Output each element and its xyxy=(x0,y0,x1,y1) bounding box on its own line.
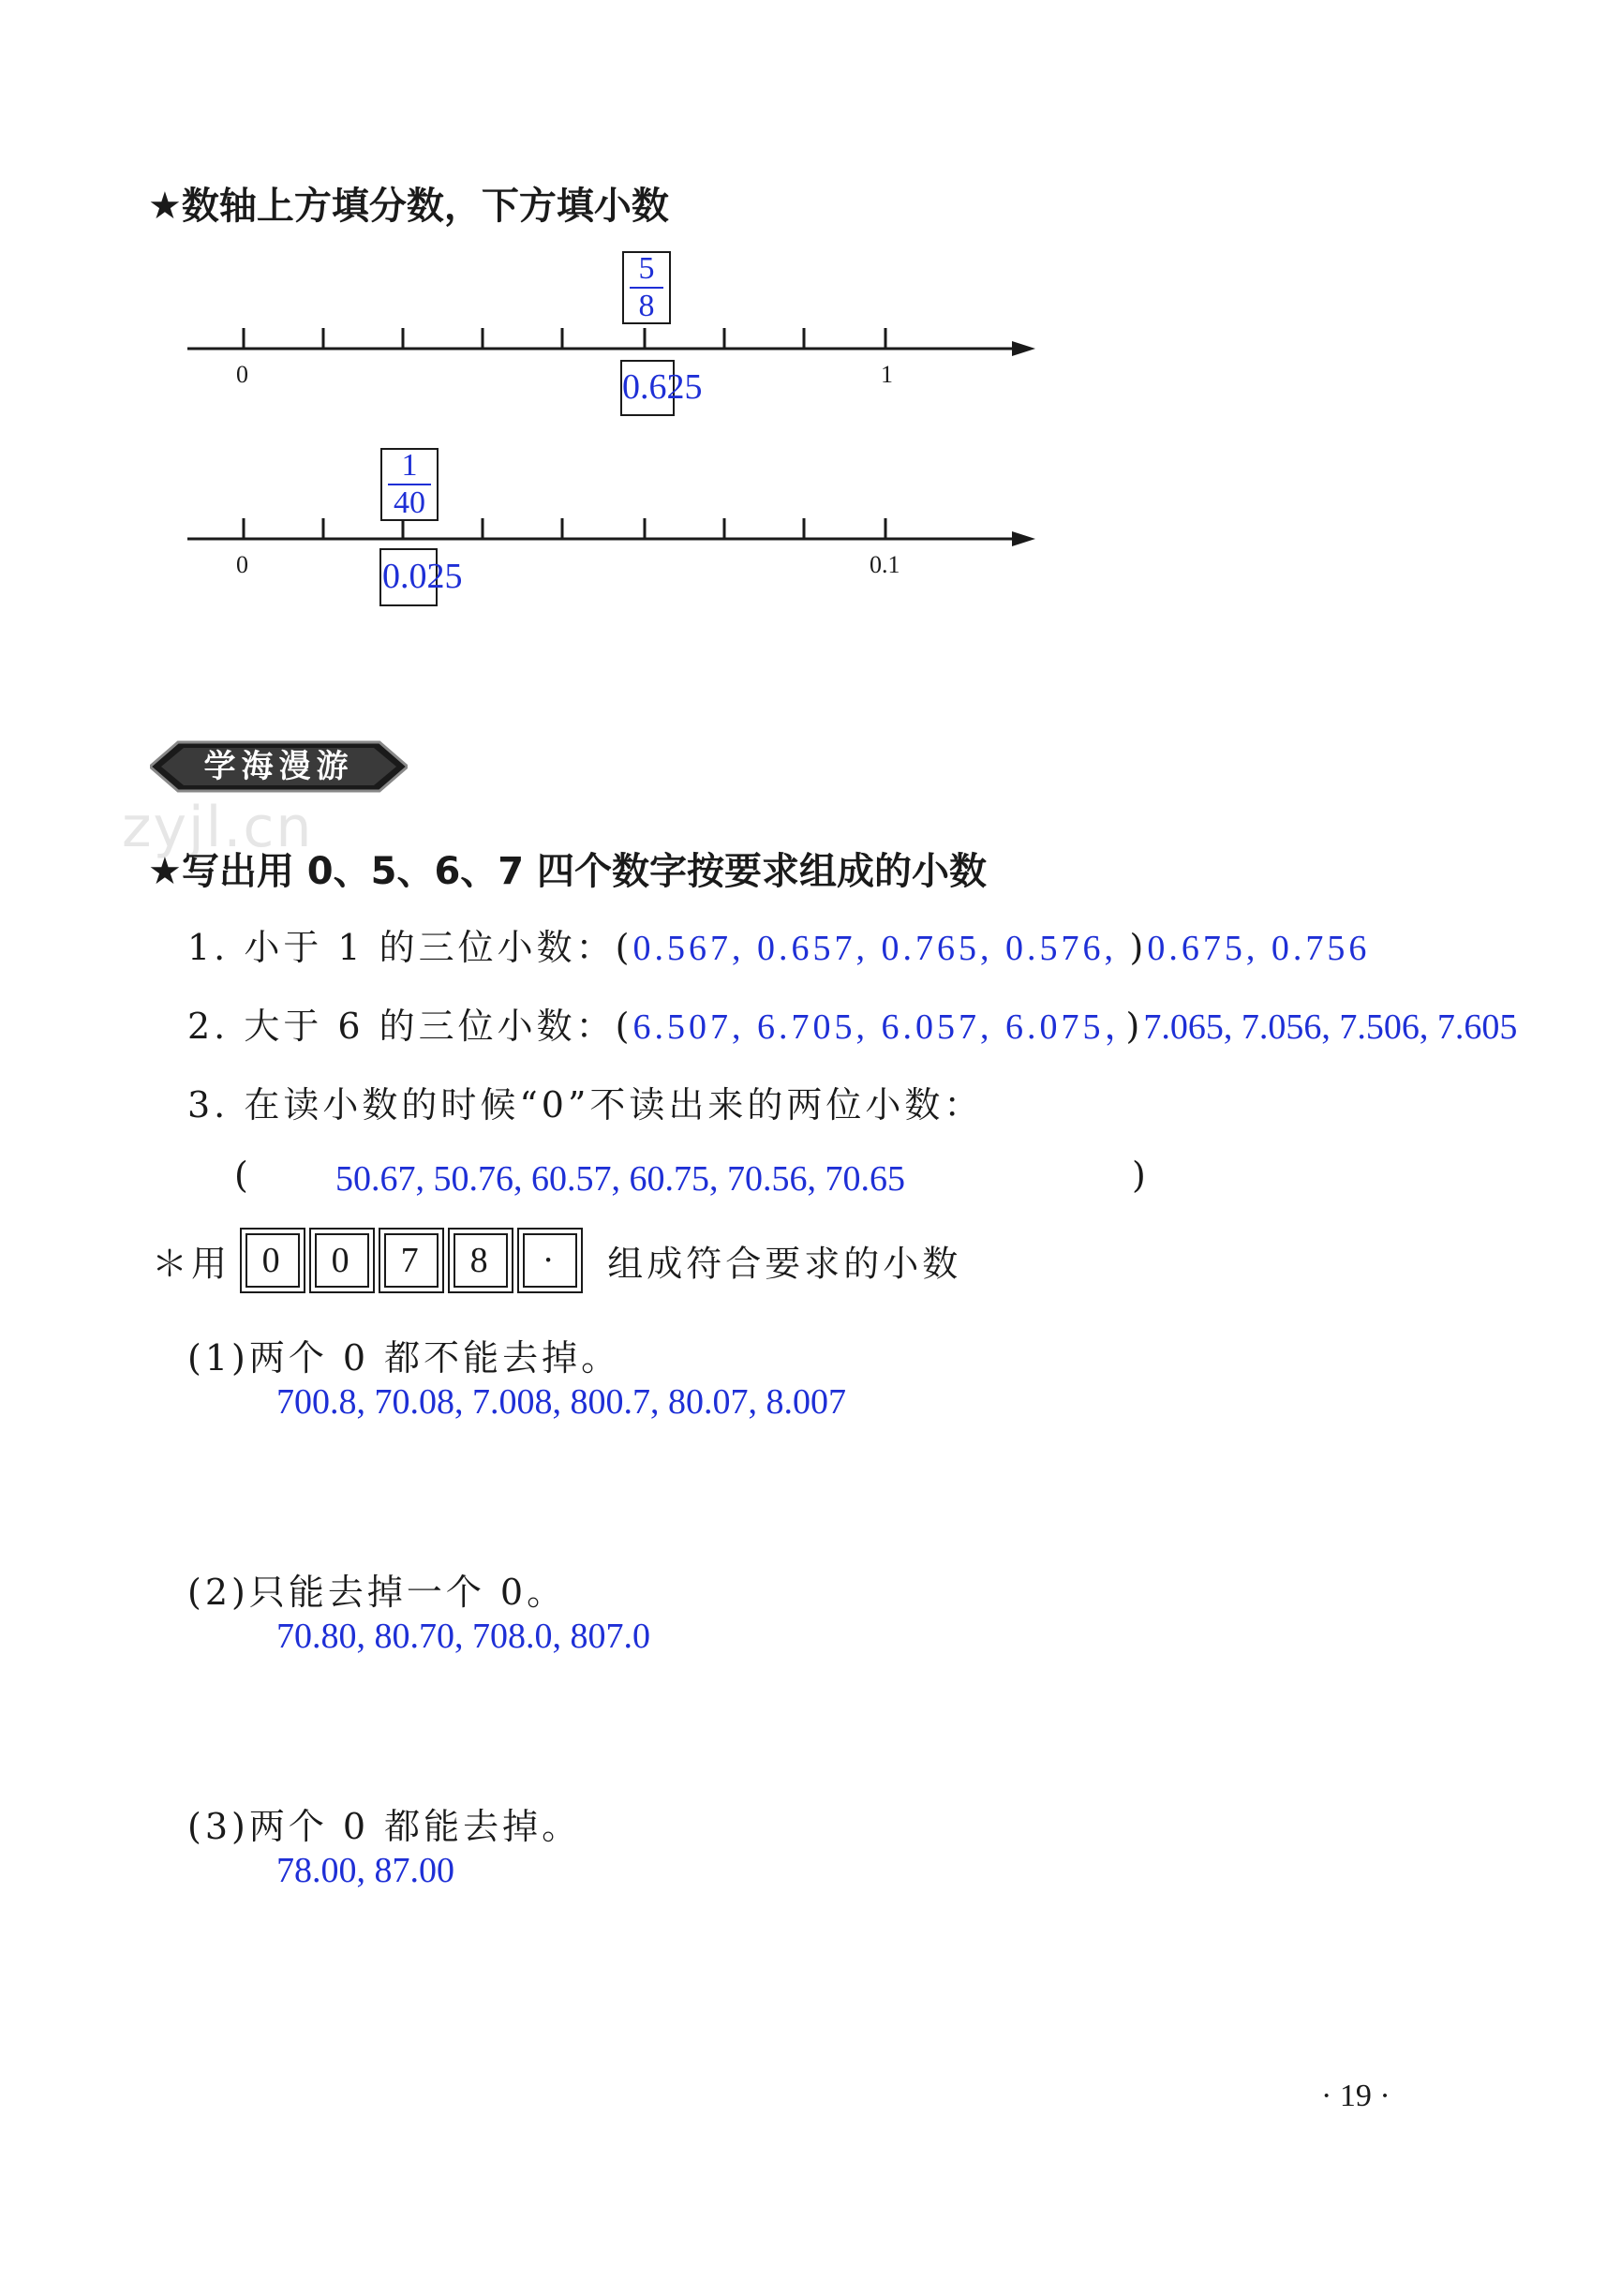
arrow-icon xyxy=(1012,531,1035,546)
question-3-answer: 50.67, 50.76, 60.57, 60.75, 70.56, 70.65 xyxy=(335,1159,905,1199)
digit-card: 7 xyxy=(384,1233,439,1288)
question-1-label: 1. 小于 1 的三位小数：( xyxy=(187,927,633,968)
page-number: · 19 · xyxy=(1321,2079,1390,2113)
line1-end-label: 1 xyxy=(881,361,893,388)
line2-start-label: 0 xyxy=(236,551,248,578)
part-2-answer: 70.80, 80.70, 708.0, 807.0 xyxy=(276,1617,650,1656)
fraction-denominator: 8 xyxy=(638,289,655,323)
question-3-close: ) xyxy=(1132,1155,1150,1196)
part-3-label: (3)两个 0 都能去掉。 xyxy=(187,1806,582,1847)
question-3-label: 3. 在读小数的时候“0”不读出来的两位小数： xyxy=(187,1084,984,1126)
part-2-label: (2)只能去掉一个 0。 xyxy=(187,1572,567,1613)
digit-cards-suffix: 组成符合要求的小数 xyxy=(607,1243,962,1285)
line2-end-label: 0.1 xyxy=(870,551,900,578)
number-line-2 xyxy=(187,518,1035,546)
digit-card: 0 xyxy=(315,1233,369,1288)
fraction-numerator: 1 xyxy=(401,448,418,483)
digits-heading: ★写出用 0、5、6、7 四个数字按要求组成的小数 xyxy=(148,850,988,893)
question-1-answer: 0.567, 0.657, 0.765, 0.576, xyxy=(632,929,1130,968)
line2-fraction-box[interactable] xyxy=(380,448,439,521)
line2-decimal-answer: 0.025 xyxy=(382,557,463,596)
fraction-numerator: 5 xyxy=(638,251,655,286)
badge-label: 学海漫游 xyxy=(203,748,354,785)
question-2-answer-tail: 7.065, 7.056, 7.506, 7.605 xyxy=(1143,1007,1518,1047)
question-2: 2. 大于 6 的三位小数：(6.507, 6.705, 6.057, 6.075，)7.065, 7.056, 7.506, 7.605 xyxy=(187,1006,1518,1047)
question-2-label: 2. 大于 6 的三位小数：( xyxy=(187,1006,633,1047)
section-badge xyxy=(150,738,408,795)
line1-decimal-answer: 0.625 xyxy=(622,367,703,407)
fraction-denominator: 40 xyxy=(394,485,425,520)
part-1-answer: 700.8, 70.08, 7.008, 800.7, 80.07, 8.007 xyxy=(276,1382,846,1422)
number-line-1 xyxy=(187,328,1035,356)
line1-fraction-box[interactable] xyxy=(622,251,671,324)
digit-cards-row xyxy=(152,1233,961,1288)
arrow-icon xyxy=(1012,341,1035,356)
watermark: zyjl.cn xyxy=(122,795,314,860)
digit-card: 0 xyxy=(245,1233,300,1288)
question-1: 1. 小于 1 的三位小数：(0.567, 0.657, 0.765, 0.576, )0.675, 0.756 xyxy=(187,927,1371,968)
question-2-answer: 6.507, 6.705, 6.057, 6.075， xyxy=(632,1007,1126,1047)
part-1-label: (1)两个 0 都不能去掉。 xyxy=(187,1337,621,1379)
line1-start-label: 0 xyxy=(236,361,248,388)
digit-card: 8 xyxy=(454,1233,508,1288)
question-1-answer-tail: 0.675, 0.756 xyxy=(1147,929,1371,968)
question-3-open: ( xyxy=(234,1155,252,1196)
number-line-heading: ★数轴上方填分数，下方填小数 xyxy=(148,185,669,228)
decimal-point-card: · xyxy=(523,1233,577,1288)
digit-cards-prefix: ＊用 xyxy=(152,1243,231,1285)
part-3-answer: 78.00, 87.00 xyxy=(276,1851,454,1890)
